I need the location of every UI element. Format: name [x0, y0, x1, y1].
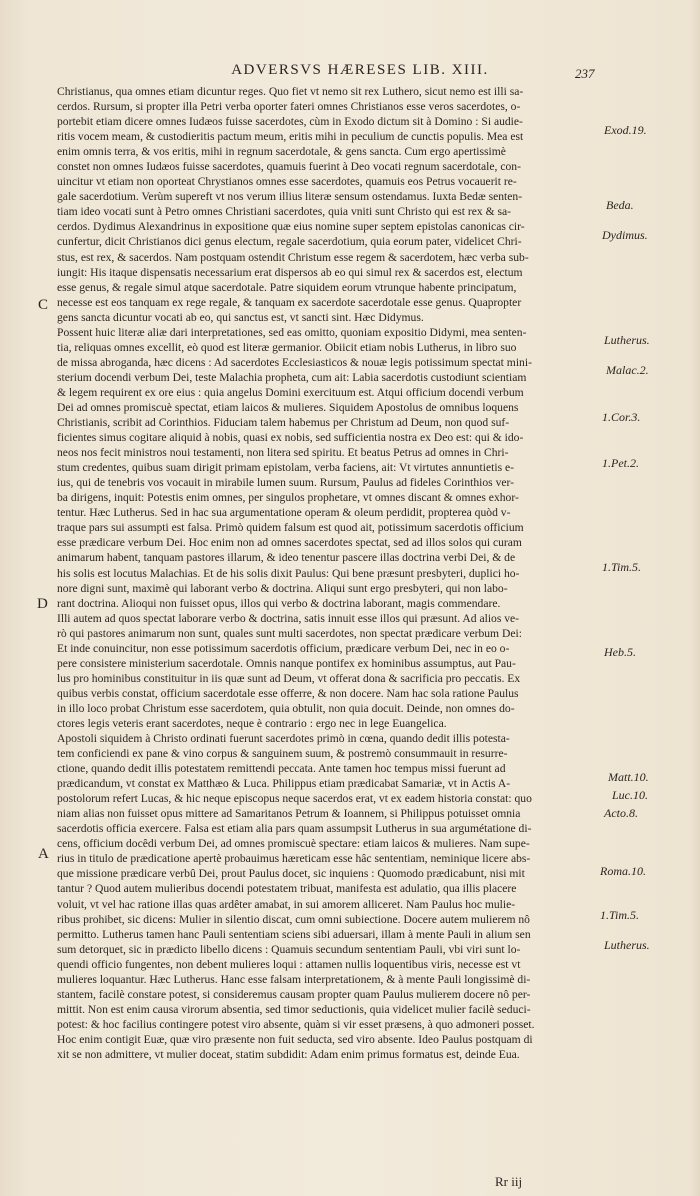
text-line: Apostoli siquidem à Christo ordinati fuerunt sacerdotes primò in cœna, quando dedit illis potesta-: [57, 732, 510, 746]
margin-note-matthaeum: Matt.10.: [608, 770, 649, 784]
text-line: rius in titulo de prædicatione apertè probauimus hæreticam esse hâc sententiam, neminique licere abs-: [57, 852, 531, 866]
section-letter-d: D: [37, 596, 48, 612]
text-line: xit se non admittere, vt mulier doceat, statim subdidit: Adam enim primus formatus est, deinde Eua.: [57, 1048, 520, 1061]
text-line: stum credentes, quibus suam dirigit primam epistolam, verba faciens, ait: Vt virtutes annuntietis e-: [57, 461, 514, 475]
text-line: rant doctrina. Alioqui non fuisset opus, illos qui verbo & doctrina laborant, magis commendare.: [57, 596, 501, 610]
text-line: stus, est rex, & sacerdos. Nam postquam ostendit Christum esse regem & sacerdotem, hæc verba sub-: [57, 250, 529, 264]
text-line: constet non omnes Iudæos fuisse sacerdotes, quamuis fuerint à Deo vocati regnum sacerdotale, con-: [57, 160, 521, 174]
text-line: esse genus, & regale simul atque sacerdotale. Patre siquidem eorum vtrunque habente principatum,: [57, 280, 517, 294]
section-letter-a: A: [38, 846, 49, 862]
text-line: portebit etiam dicere omnes Iudæos fuisse sacerdotes, cùm in Exodo dictum sit à Domino : Si audie-: [57, 115, 523, 129]
text-line: quibus verbis constat, officium sacerdotale esse offerre, & non docere. Nam hac sola ratione Paulus: [57, 686, 519, 700]
text-line: sterium docendi verbum Dei, teste Malachia propheta, cum ait: Labia sacerdotis custodiunt scientiam: [57, 370, 527, 384]
text-line: mittit. Non est enim causa virorum absentia, sed timor seductionis, quia videlicet mulier facilè seduci-: [57, 1002, 531, 1016]
section-letter-c: C: [38, 297, 49, 313]
text-line: lus pro hominibus constituitur in iis quæ sunt ad Deum, vt offerat dona & sacrificia pro peccatis. Ex: [57, 671, 521, 685]
text-line: animarum habent, tanquam pastores illarum, & ideo tenentur pascere illas doctrina verbi Dei, & de: [57, 551, 516, 565]
text-line: traque pars sui assumpti est falsa. Primò quidem falsum est quod ait, potissimum sacerdotis officium: [57, 521, 524, 535]
text-line: prædicandum, vt constat ex Matthæo & Luca. Philippus etiam prædicabat Samariæ, vt in Actis A-: [57, 777, 511, 791]
margin-note-lutherus: Lutherus.: [604, 333, 650, 347]
text-line: Possent huic literæ aliæ dari interpretationes, sed eas omitto, quoniam expositio Didymi, mea senten-: [57, 325, 527, 339]
margin-note-dydimus: Dydimus.: [602, 228, 648, 242]
margin-note-malachias: Malac.2.: [606, 363, 649, 377]
text-line: ribus prohibet, sic dicens: Mulier in silentio discat, cum omni subiectione. Docere autem mulierem nô: [57, 912, 530, 926]
text-line: sacerdotis officia exercere. Falsa est etiam alia pars quam assumpsit Lutherus in sua argumétatione di-: [57, 822, 532, 836]
margin-note-corinthios: 1.Cor.3.: [602, 410, 641, 424]
text-line: cunfertur, dicit Christianos dici genus electum, regale sacerdotium, quia eorum pater, videlicet Chri-: [57, 235, 522, 249]
text-line: quendi officio fungentes, non debent mulieres loqui : attamen nullis loquentibus viris, necesse est vt: [57, 957, 521, 971]
body-text: [57, 84, 595, 1062]
text-line: gens sancta dicuntur vocati ab eo, qui sanctus est, vt sancti sint. Hæc Didymus.: [57, 310, 424, 324]
text-line: ritis vocem meam, & custodieritis pactum meum, eritis mihi in peculium de cunctis populis. Mea est: [57, 130, 524, 144]
text-line: ctores legis veteris erant sacerdotes, neque è contrario : ergo nec in lege Euangelica.: [57, 716, 447, 730]
text-line: que missione prædicare verbû Dei, prout Paulus docet, sic inquiens : Quomodo prædicabunt, nisi mit: [57, 867, 525, 881]
text-line: tia, reliquas omnes excellit, eò quod est literæ germanior. Obiicit etiam nobis Lutherus, in libro suo: [57, 340, 517, 354]
text-line: de missa abroganda, hæc dicens : Ad sacerdotes Ecclesiasticos & nouæ legis potissimum spectat mini-: [57, 355, 532, 369]
text-line: cens, officium docêdi verbum Dei, ad omnes promiscuè spectare: etiam laicos & mulieres. Nam supe-: [57, 837, 530, 851]
text-line: ctione, quando dedit illis potestatem remittendi peccata. Ante tamen hoc tempus missi fuerunt ad: [57, 762, 506, 776]
text-line: rò qui pastores animarum non sunt, quales sunt multi sacerdotes, non spectat prædicare verbum Dei:: [57, 626, 522, 640]
text-line: permitto. Lutherus tamen hanc Pauli sententiam sciens sibi aduersari, illam à mente Pauli in alium sen: [57, 927, 531, 941]
text-line: stantem, facilè constare potest, si consideremus causam propter quam Paulus mulierem docere nô per-: [57, 987, 531, 1001]
margin-note-romanos: Roma.10.: [600, 864, 646, 878]
text-line: potest: & hoc facilius contingere potest viro absente, quàm si vir esset præsens, à quo admoneri posset.: [57, 1017, 535, 1031]
text-line: & legem requirent ex ore eius : quia angelus Domini exercituum est. Atqui officium docendi verbum: [57, 385, 524, 399]
text-line: necesse est eos tanquam ex rege regale, & tanquam ex sacerdote sacerdotale esse genus. Quapropter: [57, 295, 522, 309]
text-line: in illo loco probat Christum esse sacerdotem, quia obtulit, non quia docuit. Deinde, non omnes do-: [57, 701, 515, 715]
text-line: enim omnis terra, & vos eritis, mihi in regnum sacerdotale, & gens sancta. Cum ergo apertissimè: [57, 145, 506, 159]
margin-note-acta: Acto.8.: [604, 806, 638, 820]
text-line: Illi autem ad quos spectat laborare verbo & doctrina, satis innuit esse illos qui præsunt. Ad alios ve-: [57, 611, 520, 625]
text-line: ba dirigens, inquit: Potestis enim omnes, per singulos prophetare, vt omnes discant & omnes exhor-: [57, 491, 519, 505]
page-number: 237: [575, 66, 595, 81]
text-line: gale sacerdotium. Verùm supereft vt nos verum illius literæ sensum ostendamus. Iuxta Bedæ senten-: [57, 190, 523, 204]
text-line: Christianis, scribit ad Corinthios. Fiduciam talem habemus per Christum ad Deum, non quod suf-: [57, 416, 510, 430]
text-line: Christianus, qua omnes etiam dicuntur reges. Quo fiet vt nemo sit rex Luthero, sicut nemo est illi sa-: [57, 85, 524, 98]
text-line: mulieres loquantur. Hæc Lutherus. Hanc esse falsam interpretationem, & à mente Pauli longissimè di-: [57, 972, 531, 986]
margin-note-timotheum: 1.Tim.5.: [602, 560, 642, 574]
margin-note-lutherus-2: Lutherus.: [604, 938, 650, 952]
text-line: esse prædicare verbum Dei. Hoc enim non ad omnes sacerdotes spectat, sed ad illos solos qui curam: [57, 536, 522, 550]
text-line: iungit: His itaque dispensatis necessarium erat dispersos ab eo qui simul rex & sacerdos est, electum: [57, 265, 523, 279]
text-line: Hoc enim contigit Euæ, quæ viro præsente non fuit seducta, sed viro absente. Ideo Paulus postquam di: [57, 1032, 533, 1046]
text-line: uincitur vt etiam non oporteat Chrystianos omnes esse sacerdotes, quamuis eos Petrus vocauerit re-: [57, 175, 517, 189]
text-line: Dei ad omnes promiscuè spectat, etiam laicos & mulieres. Siquidem Apostolus de omnibus loquens: [57, 400, 519, 414]
text-line: tiam ideo vocati sunt à Petro omnes Christiani sacerdotes, quia vniti sunt Christo qui est rex & sa-: [57, 205, 512, 219]
signature-mark: Rr iij: [495, 1174, 523, 1189]
text-line: voluit, vt vel hac ratione illas quas ardêter amabat, in sui amorem alliceret. Nam Paulus hoc mulie-: [57, 897, 516, 911]
text-line: ius, qui de tenebris vos vocauit in mirabile lumen suum. Rursum, Paulus ad fideles Corinthios ver-: [57, 476, 515, 490]
text-line: pere consistere ministerium sacerdotale. Omnis nanque pontifex ex hominibus assumptus, aut Pau-: [57, 656, 516, 670]
text-line: cerdos. Dydimus Alexandrinus in expositione quæ eius nomine super septem epistolas canonicas cir-: [57, 220, 525, 234]
text-line: cerdos. Rursum, si propter illa Petri verba oporter fateri omnes Christianos esse veros sacerdotes, o-: [57, 100, 521, 114]
running-title: ADVERSVS HÆRESES LIB. XIII.: [231, 62, 489, 78]
text-line: nore digni sunt, maximè qui laborant verbo & doctrina. Aliqui sunt ergo presbyteri, qui non labo-: [57, 581, 508, 595]
text-line: his solis est locutus Malachias. Et de his solis dixit Paulus: Qui bene præsunt presbyteri, duplici ho-: [57, 566, 520, 580]
margin-note-lucam: Luc.10.: [612, 788, 648, 802]
margin-note-hebraeos: Heb.5.: [604, 645, 636, 659]
margin-note-petri: 1.Pet.2.: [602, 456, 639, 470]
text-line: postolorum refert Lucas, & hic neque episcopus neque sacerdos erat, vt ex eadem historia constat: quo: [57, 792, 532, 806]
text-line: neos nos fecit ministros noui testamenti, non litera sed spiritu. Et beatus Petrus ad omnes in Chri-: [57, 446, 509, 460]
text-line: niam alias non fuisset opus mittere ad Samaritanos Petrum & Ioannem, si Philippus potuisset omnia: [57, 807, 521, 821]
text-line: sum detorquet, sic in prædicto libello dicens : Quamuis secundum sententiam Pauli, vbi viri sunt lo-: [57, 942, 521, 956]
margin-note-beda: Beda.: [606, 198, 634, 212]
text-line: tem conficiendi ex pane & vino corpus & sanguinem suum, & postremò consummauit in resurre-: [57, 747, 508, 761]
margin-note-exodus: Exod.19.: [604, 123, 647, 137]
margin-note-timotheum-2: 1.Tim.5.: [600, 908, 640, 922]
text-line: tentur. Hæc Lutherus. Sed in hac sua argumentatione operam & oleum perdidit, propterea quòd v-: [57, 506, 511, 520]
text-line: ficientes simus cogitare aliquid à nobis, quasi ex nobis, sed sufficientia nostra ex Deo est: qui & ido-: [57, 431, 524, 445]
text-line: tantur ? Quod autem mulieribus docendi potestatem tribuat, manifesta est adulatio, qua illis placere: [57, 882, 517, 896]
text-line: Et inde conuincitur, non esse potissimum sacerdotis officium, prædicare verbum Dei, nec in eo o-: [57, 641, 510, 655]
